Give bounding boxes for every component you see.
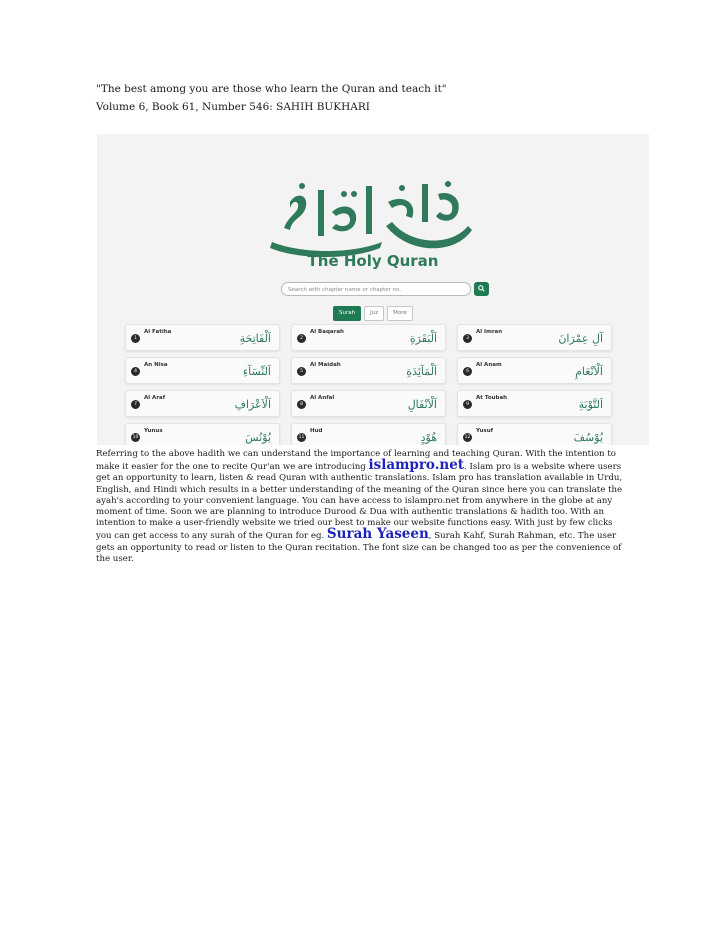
surah-name-en: Yunus [144, 428, 163, 434]
surah-number: 8 [297, 400, 306, 409]
surah-number: 6 [463, 367, 472, 376]
surah-name-en: Al Imran [476, 329, 503, 335]
surah-name-ar: اَلنِّسَآءِ [242, 365, 271, 378]
surah-number: 7 [131, 400, 140, 409]
surah-number: 1 [131, 334, 140, 343]
paragraph-text: , Surah Kahf, Surah Rahman, etc. The user gets an opportunity to read or listen to the Quran recitation. The font size can be changed too as per the convenience of the user. [96, 531, 622, 564]
surah-number: 2 [297, 334, 306, 343]
tab-juz[interactable]: Juz [364, 306, 384, 321]
surah-name-ar: هُوْدٍ [420, 431, 437, 444]
quran-majeed-calligraphy-logo [262, 172, 482, 260]
search-input[interactable]: Search with chapter name or chapter no. [281, 282, 471, 296]
surah-card[interactable] [457, 390, 612, 417]
islampro-link[interactable]: islampro.net [368, 457, 465, 474]
surah-card[interactable] [457, 423, 612, 445]
surah-name-en: Al Araf [144, 395, 166, 401]
surah-name-ar: اَلْاَنْفَالِ [407, 398, 437, 411]
surah-name-ar: اَلْفَاتِحَةِ [239, 332, 271, 345]
surah-name-en: Al Anfal [310, 395, 335, 401]
surah-card[interactable] [457, 324, 612, 351]
surah-card[interactable] [291, 357, 446, 384]
body-paragraph [96, 449, 626, 565]
surah-name-ar: اَلْاَعْرَافِ [234, 398, 271, 411]
website-screenshot [97, 134, 649, 445]
surah-number: 11 [298, 435, 305, 440]
surah-card[interactable] [291, 324, 446, 351]
surah-name-ar: اَلْبَقَرَةِ [409, 332, 437, 345]
surah-name-ar: يُوْنُسَ [245, 431, 271, 444]
paragraph-text: . Islam pro is a website where users get an opportunity to learn, listen & read Quran with authentic translations. Islam pro has translation available in Urdu, English, and Hindi which results in a better understanding of the meaning of the Quran since here you can translate the ayah's according to your convenient language. You can have access to islampro.net from anywhere in the globe at any moment of time. Soon we are planning to introduce Durood & Dua with authentic translations & hadith too. With an intention to make a user-friendly website we tried our best to make our website functions easy. With just by few clicks you can get access to any surah of the Quran for eg. [96, 462, 623, 542]
tab-more[interactable]: More [387, 306, 413, 321]
surah-name-en: Hud [310, 428, 323, 434]
surah-yaseen-link[interactable]: Surah Yaseen [326, 526, 429, 543]
surah-card[interactable] [457, 357, 612, 384]
paragraph-text: Referring to the above hadith we can understand the importance of learning and teaching Quran. With the intention to make it easier for the one to recite Qur'an we are introducing [96, 449, 616, 473]
search-icon [478, 285, 485, 292]
surah-card[interactable] [125, 324, 280, 351]
surah-name-ar: اَلتَّوْبَةِ [578, 398, 603, 411]
surah-name-ar: يُوْسُفَ [573, 431, 603, 444]
surah-name-en: An Nisa [144, 362, 168, 368]
hadith-quote: "The best among you are those who learn the Quran and teach it" [96, 83, 447, 95]
surah-name-ar: آلِ عِمْرَانَ [558, 332, 603, 345]
surah-card[interactable] [125, 357, 280, 384]
surah-name-en: Al Maidah [310, 362, 341, 368]
search-button[interactable] [474, 282, 489, 296]
surah-card[interactable] [125, 390, 280, 417]
surah-number: 4 [131, 367, 140, 376]
surah-number: 5 [297, 367, 306, 376]
surah-name-en: Al Baqarah [310, 329, 344, 335]
surah-card[interactable] [291, 390, 446, 417]
surah-name-en: Al Anam [476, 362, 502, 368]
tab-surah[interactable]: Surah [333, 306, 361, 321]
surah-name-en: Yusuf [476, 428, 494, 434]
surah-tabs [333, 306, 413, 321]
surah-number: 12 [464, 435, 471, 440]
hadith-reference: Volume 6, Book 61, Number 546: SAHIH BUKHARI [96, 101, 370, 113]
surah-card[interactable] [291, 423, 446, 445]
surah-number: 10 [132, 435, 139, 440]
surah-number: 9 [463, 400, 472, 409]
surah-name-en: At Toubah [476, 395, 508, 401]
surah-name-en: Al Fatiha [144, 329, 172, 335]
surah-name-ar: اَلْمَآئِدَةِ [406, 365, 437, 378]
surah-name-ar: اَلْاَنْعَامِ [575, 365, 603, 378]
surah-number: 3 [463, 334, 472, 343]
site-title: The Holy Quran [307, 252, 439, 270]
surah-card[interactable] [125, 423, 280, 445]
